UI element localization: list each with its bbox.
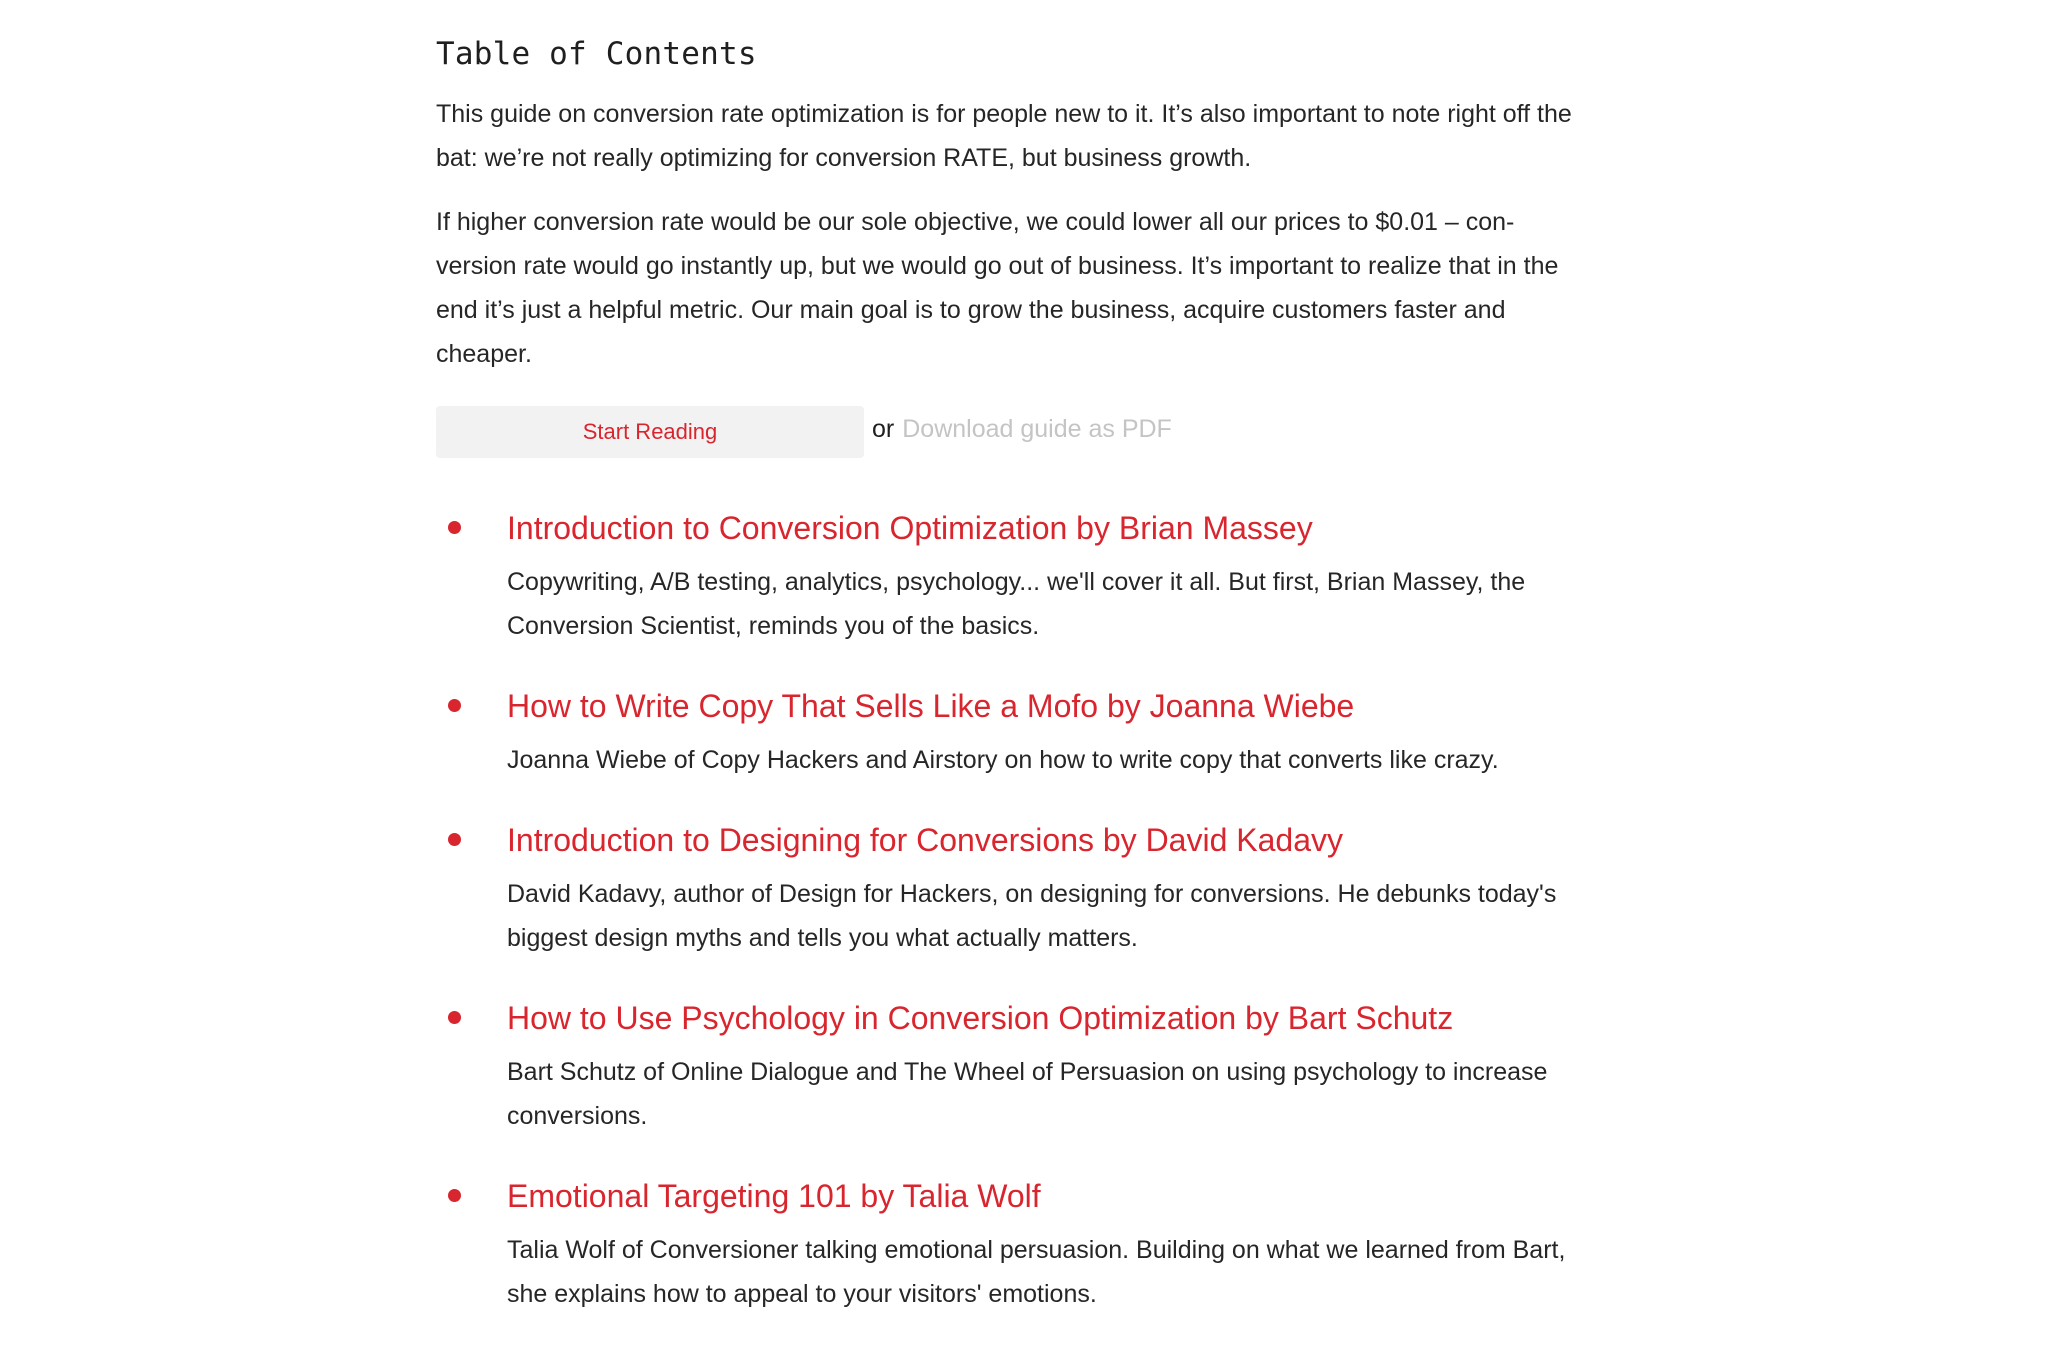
chapter-item (436, 994, 1576, 1138)
chapter-list (436, 504, 1576, 1316)
bullet-icon (448, 521, 461, 534)
start-reading-button[interactable]: Start Reading (436, 406, 864, 458)
chapter-link[interactable]: How to Write Copy That Sells Like a Mofo by Joanna Wiebe (507, 688, 1355, 724)
intro-paragraph: This guide on conversion rate optimization is for people new to it. It’s also important to note right off the bat: we’re not really optimizing for conversion RATE, but business growth. (436, 100, 1572, 172)
chapter-description: David Kadavy, author of Design for Hackers, on designing for conversions. He debunks today's biggest design myths and tells you what actually matters. (507, 880, 1557, 952)
toc-section (436, 36, 1576, 1350)
chapter-item (436, 816, 1576, 960)
chapter-description: Talia Wolf of Conversioner talking emotional persuasion. Building on what we learned from Bart, she explains how to appeal to your visitors' emotions. (507, 1236, 1566, 1308)
bullet-icon (448, 1011, 461, 1024)
bullet-icon (448, 1189, 461, 1202)
intro-paragraph: If higher conversion rate would be our sole objective, we could lower all our prices to $0.01 – conversion rate would go instantly up, but we would go out of business. It’s important to realize that in the end it’s just a helpful metric. Our main goal is to grow the business, acquire customers faster and cheaper. (436, 208, 1559, 368)
or-text: or (872, 414, 895, 443)
chapter-item (436, 1172, 1576, 1316)
download-pdf-link[interactable]: Download guide as PDF (902, 414, 1172, 443)
chapter-link[interactable]: Introduction to Designing for Conversions by David Kadavy (507, 822, 1343, 858)
chapter-item (436, 682, 1576, 782)
bullet-icon (448, 699, 461, 712)
toc-heading: Table of Contents (436, 36, 757, 72)
chapter-description: Copywriting, A/B testing, analytics, psychology... we'll cover it all. But first, Brian Massey, the Conversion Scientist, reminds you of the basics. (507, 568, 1526, 640)
chapter-description: Bart Schutz of Online Dialogue and The Wheel of Persuasion on using psychology to increase conversions. (507, 1058, 1548, 1130)
bullet-icon (448, 833, 461, 846)
chapter-link[interactable]: Emotional Targeting 101 by Talia Wolf (507, 1178, 1041, 1214)
chapter-link[interactable]: How to Use Psychology in Conversion Optimization by Bart Schutz (507, 1000, 1454, 1036)
chapter-description: Joanna Wiebe of Copy Hackers and Airstory on how to write copy that converts like crazy. (507, 746, 1499, 774)
cta-row (436, 406, 1576, 458)
chapter-item (436, 504, 1576, 648)
chapter-link[interactable]: Introduction to Conversion Optimization by Brian Massey (507, 510, 1313, 546)
